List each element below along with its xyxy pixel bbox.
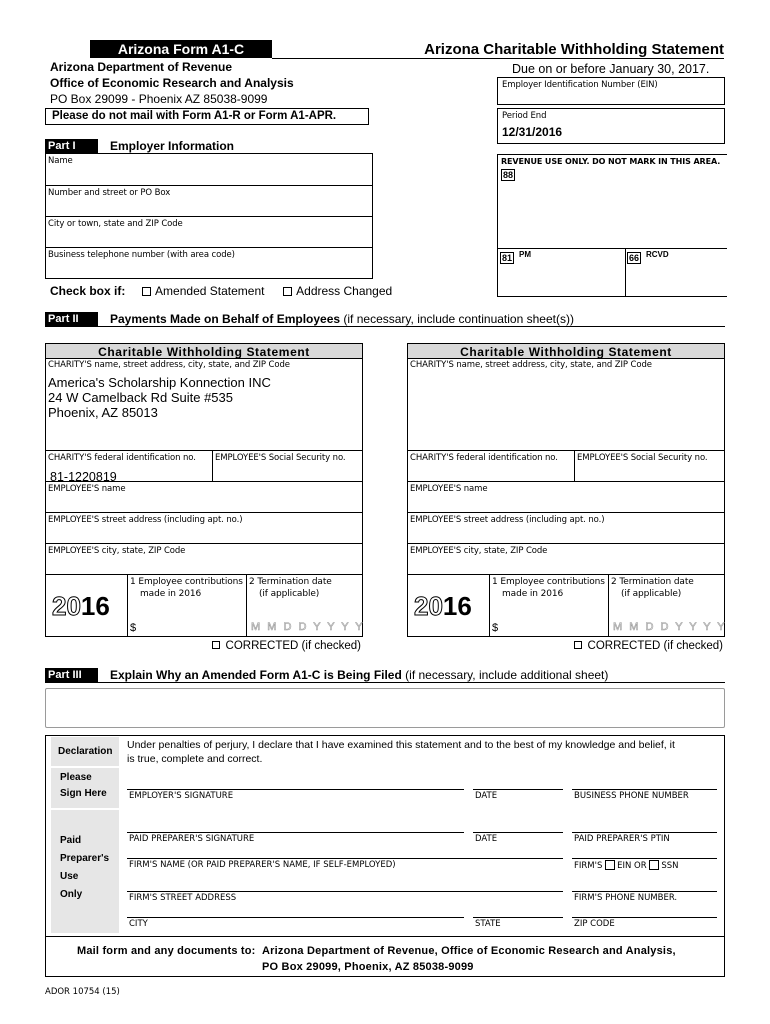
declaration-label: Declaration bbox=[58, 746, 113, 757]
employee-name-label: EMPLOYEE'S name bbox=[410, 484, 488, 494]
zip-label: ZIP CODE bbox=[574, 919, 615, 929]
statement-heading: Charitable Withholding Statement bbox=[407, 343, 725, 359]
employee-city-field[interactable] bbox=[46, 544, 362, 574]
firm-phone-label: FIRM'S PHONE NUMBER. bbox=[574, 893, 678, 903]
ein-checkbox[interactable] bbox=[605, 860, 615, 870]
employer-signature-label: EMPLOYER'S SIGNATURE bbox=[129, 791, 234, 801]
sidebar-separator bbox=[51, 766, 119, 768]
charity-fein-label: CHARITY'S federal identification no. bbox=[410, 453, 558, 463]
firm-id-line[interactable] bbox=[572, 858, 717, 859]
contributions-field[interactable] bbox=[490, 575, 608, 637]
part2-note: (if necessary, include continuation sheet(s)) bbox=[340, 312, 574, 326]
charity-city: Phoenix, AZ 85013 bbox=[48, 405, 158, 420]
charity-fein-field[interactable] bbox=[46, 451, 212, 484]
contributions-field[interactable] bbox=[128, 575, 246, 637]
tax-year bbox=[414, 591, 472, 622]
divider bbox=[625, 248, 626, 297]
termination-date-placeholder: M M D D Y Y Y Y bbox=[613, 621, 727, 633]
revenue-use-area bbox=[497, 154, 727, 297]
tax-year-prefix: 20 bbox=[52, 591, 81, 621]
period-end-label: Period End bbox=[502, 111, 547, 121]
employee-street-field[interactable] bbox=[408, 513, 724, 543]
statement-title: Arizona Charitable Withholding Statement bbox=[424, 41, 724, 58]
employee-street-field[interactable] bbox=[46, 513, 362, 543]
charity-address-field[interactable] bbox=[46, 359, 362, 449]
period-end-value: 12/31/2016 bbox=[502, 125, 563, 139]
employer-street-field[interactable] bbox=[46, 186, 372, 216]
corrected-row bbox=[212, 640, 361, 652]
divider bbox=[497, 248, 727, 249]
termination-date-label: 2 Termination date bbox=[249, 577, 332, 587]
ssn-label: SSN bbox=[661, 861, 679, 871]
charity-address-field[interactable] bbox=[408, 359, 724, 449]
employer-phone-field[interactable] bbox=[46, 248, 372, 278]
tax-year-prefix: 20 bbox=[414, 591, 443, 621]
agency-address: PO Box 29099 - Phoenix AZ 85038-9099 bbox=[50, 92, 268, 106]
rcvd-label: RCVD bbox=[646, 250, 669, 259]
corrected-row bbox=[574, 640, 723, 652]
employee-street-label: EMPLOYEE'S street address (including apt. no.) bbox=[410, 515, 605, 525]
declaration-text-line2: is true, complete and correct. bbox=[127, 753, 263, 765]
dollar-sign: $ bbox=[492, 622, 499, 634]
employee-city-field[interactable] bbox=[408, 544, 724, 574]
corrected-checkbox[interactable] bbox=[574, 641, 582, 649]
please-label: Please bbox=[60, 772, 92, 783]
form-id: ADOR 10754 (15) bbox=[45, 987, 120, 997]
ptin-label: PAID PREPARER'S PTIN bbox=[574, 834, 670, 844]
contributions-label: 1 Employee contributions bbox=[130, 577, 243, 587]
preparer-date-label: DATE bbox=[475, 834, 498, 844]
business-phone-label: BUSINESS PHONE NUMBER bbox=[574, 791, 689, 801]
termination-date-field[interactable] bbox=[609, 575, 727, 637]
zip-line[interactable] bbox=[572, 917, 717, 918]
only-label: Only bbox=[60, 889, 83, 900]
preparer-signature-label: PAID PREPARER'S SIGNATURE bbox=[129, 834, 255, 844]
employee-name-field[interactable] bbox=[408, 482, 724, 512]
business-phone-line[interactable] bbox=[572, 789, 717, 790]
employer-signature-line[interactable] bbox=[127, 789, 464, 790]
employer-city-label: City or town, state and ZIP Code bbox=[48, 219, 183, 229]
employee-ssn-label: EMPLOYEE'S Social Security no. bbox=[215, 453, 346, 463]
part1-tag: Part I bbox=[45, 139, 98, 154]
charity-address-label: CHARITY'S name, street address, city, state, and ZIP Code bbox=[48, 360, 290, 370]
declaration-text-line1: Under penalties of perjury, I declare that I have examined this statement and to the best of my knowledge and belief, it bbox=[127, 739, 675, 751]
part2-title-row bbox=[110, 312, 574, 326]
part2-title: Payments Made on Behalf of Employees bbox=[110, 312, 341, 326]
part3-note: (if necessary, include additional sheet) bbox=[401, 668, 609, 682]
address-changed-checkbox[interactable] bbox=[283, 287, 292, 296]
sidebar-separator bbox=[51, 808, 119, 810]
employer-date-label: DATE bbox=[475, 791, 498, 801]
employee-city-label: EMPLOYEE'S city, state, ZIP Code bbox=[410, 546, 548, 556]
due-date: Due on or before January 30, 2017. bbox=[512, 62, 710, 76]
ein-label: Employer Identification Number (EIN) bbox=[502, 80, 658, 90]
mail-label: Mail form and any documents to: bbox=[77, 945, 256, 957]
termination-date-placeholder: M M D D Y Y Y Y bbox=[251, 621, 365, 633]
code-81-box: 81 bbox=[502, 253, 513, 263]
charity-fein-label: CHARITY'S federal identification no. bbox=[48, 453, 196, 463]
preparer-signature-line[interactable] bbox=[127, 832, 464, 833]
firm-street-label: FIRM'S STREET ADDRESS bbox=[129, 893, 237, 903]
charity-fein-value: 81-1220819 bbox=[50, 470, 117, 484]
city-label: CITY bbox=[129, 919, 148, 929]
contributions-label: 1 Employee contributions bbox=[492, 577, 605, 587]
ein-field[interactable] bbox=[497, 77, 725, 105]
part3-rule bbox=[45, 682, 725, 683]
corrected-checkbox[interactable] bbox=[212, 641, 220, 649]
employer-name-label: Name bbox=[48, 156, 73, 166]
tax-year-suffix: 16 bbox=[442, 591, 472, 621]
mail-address-line2: PO Box 29099, Phoenix, AZ 85038-9099 bbox=[262, 961, 474, 973]
firm-name-line[interactable] bbox=[127, 858, 563, 859]
employee-ssn-field[interactable] bbox=[575, 451, 724, 481]
use-label: Use bbox=[60, 871, 79, 882]
charity-name: America's Scholarship Konnection INC bbox=[48, 375, 271, 390]
revenue-notice: REVENUE USE ONLY. DO NOT MARK IN THIS AREA. bbox=[501, 157, 721, 166]
termination-date-note: (if applicable) bbox=[259, 589, 320, 599]
period-end-field[interactable] bbox=[497, 108, 725, 144]
agency-name: Arizona Department of Revenue bbox=[50, 60, 233, 74]
employee-ssn-label: EMPLOYEE'S Social Security no. bbox=[577, 453, 708, 463]
corrected-label: CORRECTED (if checked) bbox=[225, 640, 361, 652]
firm-id-label-row bbox=[574, 860, 678, 871]
firms-label: FIRM'S bbox=[574, 861, 603, 871]
amended-explanation-field[interactable] bbox=[45, 688, 725, 728]
check-box-row bbox=[50, 284, 392, 298]
part1-title: Employer Information bbox=[110, 139, 235, 153]
employee-city-label: EMPLOYEE'S city, state, ZIP Code bbox=[48, 546, 186, 556]
firm-name-label: FIRM'S NAME (OR PAID PREPARER'S NAME, IF SELF-EMPLOYED) bbox=[129, 860, 396, 870]
employee-street-label: EMPLOYEE'S street address (including apt. no.) bbox=[48, 515, 243, 525]
tax-year-suffix: 16 bbox=[80, 591, 110, 621]
part3-title-row bbox=[110, 668, 608, 682]
form-title-banner: Arizona Form A1-C bbox=[90, 40, 272, 58]
statement-heading: Charitable Withholding Statement bbox=[45, 343, 363, 359]
part2-tag: Part II bbox=[45, 312, 98, 327]
do-not-mail-notice: Please do not mail with Form A1-R or Form A1-APR. bbox=[45, 108, 369, 125]
preparer-date-line[interactable] bbox=[473, 832, 563, 833]
dollar-sign: $ bbox=[130, 622, 137, 634]
employee-ssn-field[interactable] bbox=[213, 451, 362, 481]
contributions-label-year: made in 2016 bbox=[502, 589, 564, 599]
state-label: STATE bbox=[475, 919, 501, 929]
employer-name-field[interactable] bbox=[46, 154, 372, 185]
charity-street: 24 W Camelback Rd Suite #535 bbox=[48, 390, 233, 405]
header-rule bbox=[272, 58, 724, 59]
corrected-label: CORRECTED (if checked) bbox=[587, 640, 723, 652]
employer-city-field[interactable] bbox=[46, 217, 372, 247]
ssn-checkbox[interactable] bbox=[649, 860, 659, 870]
state-line[interactable] bbox=[473, 917, 563, 918]
address-changed-label: Address Changed bbox=[296, 284, 393, 298]
employee-name-field[interactable] bbox=[46, 482, 362, 512]
code-66-box: 66 bbox=[629, 253, 640, 263]
preparers-label: Preparer's bbox=[60, 853, 110, 864]
termination-date-field[interactable] bbox=[247, 575, 365, 637]
employee-name-label: EMPLOYEE'S name bbox=[48, 484, 126, 494]
charity-address-label: CHARITY'S name, street address, city, state, and ZIP Code bbox=[410, 360, 652, 370]
employer-date-line[interactable] bbox=[473, 789, 563, 790]
contributions-label-year: made in 2016 bbox=[140, 589, 202, 599]
paid-label: Paid bbox=[60, 835, 82, 846]
agency-office: Office of Economic Research and Analysis bbox=[50, 76, 294, 90]
tax-year bbox=[52, 591, 110, 622]
firm-street-line[interactable] bbox=[127, 891, 563, 892]
part3-tag: Part III bbox=[45, 668, 98, 683]
employer-phone-label: Business telephone number (with area code) bbox=[48, 250, 235, 260]
sign-here-label: Sign Here bbox=[60, 788, 107, 799]
pm-label: PM bbox=[519, 250, 531, 259]
city-line[interactable] bbox=[127, 917, 464, 918]
ptin-line[interactable] bbox=[572, 832, 717, 833]
ein-or-label: EIN OR bbox=[617, 861, 647, 871]
firm-phone-line[interactable] bbox=[572, 891, 717, 892]
code-88-box: 88 bbox=[503, 170, 514, 180]
part2-rule bbox=[45, 326, 725, 327]
termination-date-note: (if applicable) bbox=[621, 589, 682, 599]
amended-statement-checkbox[interactable] bbox=[142, 287, 151, 296]
charity-fein-field[interactable] bbox=[408, 451, 574, 481]
mail-address-line1: Arizona Department of Revenue, Office of Economic Research and Analysis, bbox=[262, 945, 676, 957]
check-box-prompt: Check box if: bbox=[50, 284, 126, 298]
amended-statement-label: Amended Statement bbox=[155, 284, 265, 298]
termination-date-label: 2 Termination date bbox=[611, 577, 694, 587]
part3-title: Explain Why an Amended Form A1-C is Being Filed bbox=[110, 668, 402, 682]
employer-street-label: Number and street or PO Box bbox=[48, 188, 171, 198]
